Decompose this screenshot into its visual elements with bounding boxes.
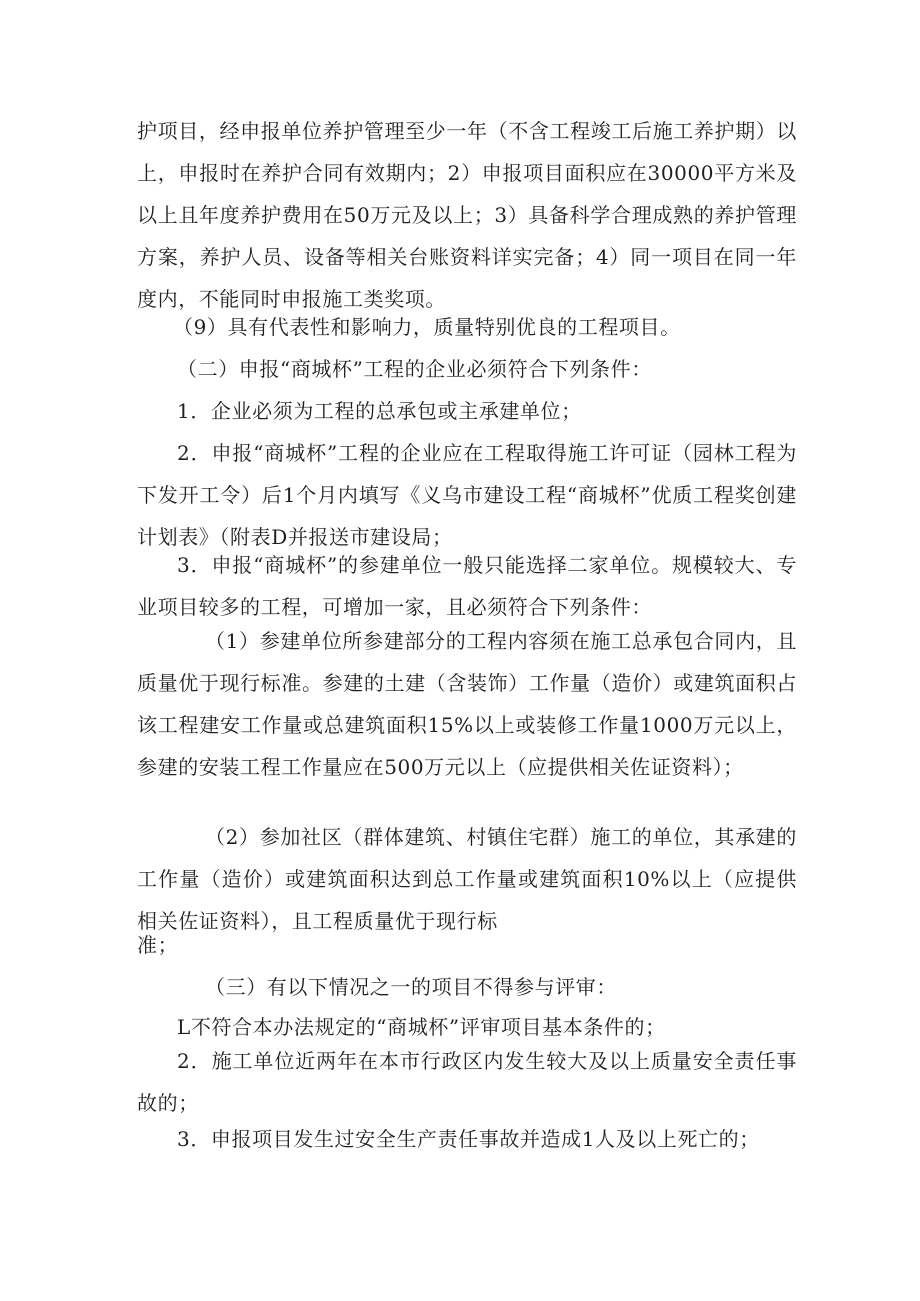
paragraph-exclusion-2: 2．施工单位近两年在本市行政区内发生较大及以上质量安全责任事故的； [137, 1049, 797, 1115]
paragraph-maintenance-conditions: 护项目，经申报单位养护管理至少一年（不含工程竣工后施工养护期）以上，申报时在养护合同有效期内；2）申报项目面积应在30000平方米及以上且年度养护费用在50万元及以上；3）具备科学合理成熟的养护管理方案，养护人员、设备等相关台账资料详实完备；4）同一项目在同一年度内，不能同时申报施工类奖项。 [137, 119, 797, 311]
paragraph-condition-1: 1．企业必须为工程的总承包或主承建单位； [177, 399, 582, 423]
paragraph-exclusion-3: 3．申报项目发生过安全生产责任事故并造成1人及以上死亡的； [177, 1127, 760, 1151]
paragraph-subitem-2: （2）参加社区（群体建筑、村镇住宅群）施工的单位，其承建的工作量（造价）或建筑面积达到总工作量或建筑面积10%以上（应提供相关佐证资料），且工程质量优于现行标 [137, 825, 797, 933]
paragraph-subitem-1: （1）参建单位所参建部分的工程内容须在施工总承包合同内，且质量优于现行标准。参建的土建（含装饰）工作量（造价）或建筑面积占该工程建安工作量或总建筑面积15%以上或装修工作量1000万元以上，参建的安装工程工作量应在500万元以上（应提供相关佐证资料）； [137, 629, 797, 779]
paragraph-exclusion-1: L不符合本办法规定的“商城杯”评审项目基本条件的； [177, 1015, 666, 1039]
paragraph-section-two-heading: （二）申报“商城杯”工程的企业必须符合下列条件： [177, 357, 652, 381]
paragraph-item-9: （9）具有代表性和影响力，质量特别优良的工程项目。 [173, 315, 681, 339]
paragraph-condition-3: 3．申报“商城杯”的参建单位一般只能选择二家单位。规模较大、专业项目较多的工程，可增加一家，且必须符合下列条件： [137, 553, 797, 619]
paragraph-subitem-2-end: 准； [137, 933, 179, 957]
paragraph-section-three-heading: （三）有以下情况之一的项目不得参与评审： [205, 975, 617, 999]
paragraph-condition-2: 2．申报“商城杯”工程的企业应在工程取得施工许可证（园林工程为下发开工令）后1个月内填写《义乌市建设工程“商城杯”优质工程奖创建计划表》（附表D并报送市建设局； [137, 441, 797, 549]
